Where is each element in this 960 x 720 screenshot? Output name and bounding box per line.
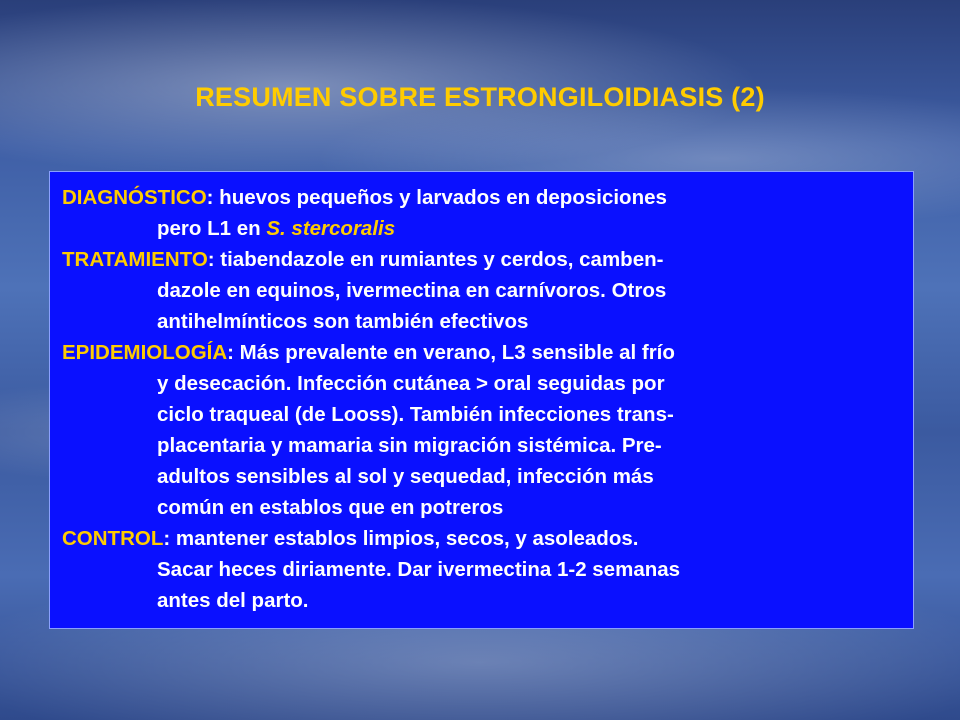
section-heading: EPIDEMIOLOGÍA — [62, 341, 228, 364]
section-continuation-line: adultos sensibles al sol y sequedad, infección más — [157, 465, 654, 488]
section-continuation-line: ciclo traqueal (de Looss). También infecciones trans- — [157, 403, 674, 426]
section-continuation-line: dazole en equinos, ivermectina en carnívoros. Otros — [157, 279, 667, 302]
section-first-line — [62, 182, 903, 213]
section-text: : mantener establos limpios, secos, y asoleados. — [163, 527, 639, 550]
section-continuation-line: común en establos que en potreros — [157, 496, 504, 519]
slide-title: RESUMEN SOBRE ESTRONGILOIDIASIS (2) — [195, 82, 765, 112]
section-heading: CONTROL — [62, 527, 164, 550]
section-first-line — [62, 244, 903, 275]
section-control — [62, 523, 903, 616]
section-continuation-line: placentaria y mamaria sin migración sistémica. Pre- — [157, 434, 662, 457]
section-continuation-line — [62, 213, 903, 244]
section-diagnostico — [62, 182, 903, 244]
section-continuation-line: Sacar heces diriamente. Dar ivermectina 1-2 semanas — [157, 558, 681, 581]
section-continuation-line: antes del parto. — [157, 589, 309, 612]
section-text: pero L1 en — [157, 217, 267, 240]
section-first-line — [62, 337, 903, 368]
section-continuation-line: y desecación. Infección cutánea > oral seguidas por — [157, 372, 665, 395]
section-first-line — [62, 523, 903, 554]
section-epidemiologia — [62, 337, 903, 523]
section-heading: DIAGNÓSTICO — [62, 186, 207, 209]
species-name: S. stercoralis — [266, 217, 396, 240]
section-continuation-line: antihelmínticos son también efectivos — [157, 310, 529, 333]
section-tratamiento — [62, 244, 903, 337]
section-text: : huevos pequeños y larvados en deposiciones — [206, 186, 667, 209]
section-heading: TRATAMIENTO — [62, 248, 208, 271]
section-text: : tiabendazole en rumiantes y cerdos, camben- — [207, 248, 664, 271]
content-box — [49, 171, 914, 629]
section-text: : Más prevalente en verano, L3 sensible al frío — [227, 341, 675, 364]
